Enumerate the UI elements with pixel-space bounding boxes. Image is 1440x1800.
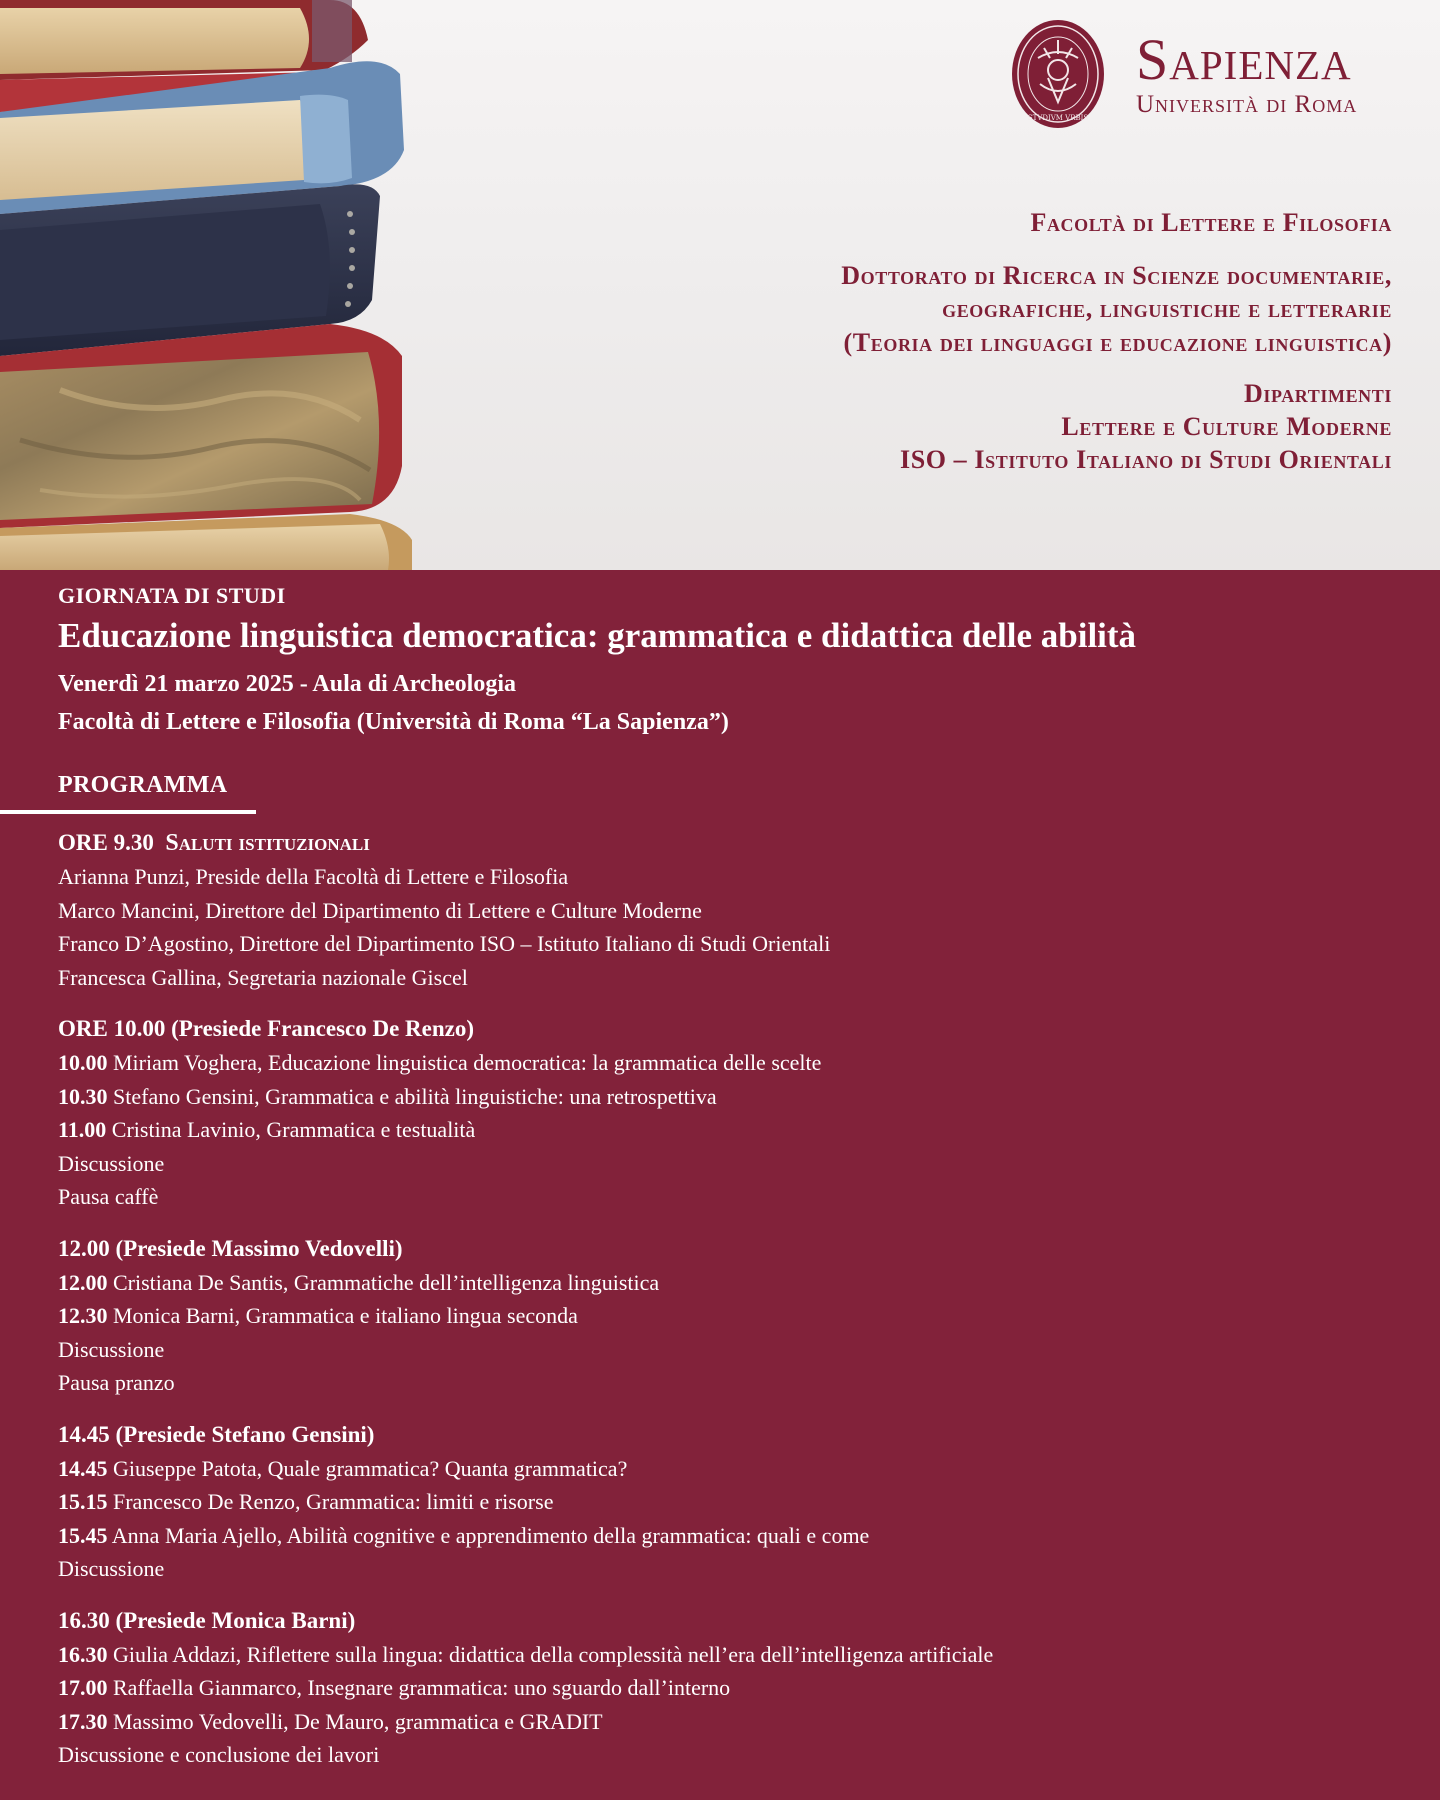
item-text: Anna Maria Ajello, Abilità cognitive e apprendimento della grammatica: quali e come [111,1522,870,1548]
programme-item [58,1080,1398,1114]
poster-header [0,0,1440,570]
item-time: 17.00 [58,1675,108,1700]
item-text: Massimo Vedovelli, De Mauro, grammatica e [113,1708,520,1734]
item-time: 12.30 [58,1303,108,1328]
section-time: ORE 9.30 [58,830,154,855]
department-1: Lettere e Culture Moderne [1061,412,1392,441]
item-text: Discussione e conclusione dei lavori [58,1742,380,1767]
section-heading [58,826,1398,860]
doctorate-line-1: Dottorato di Ricerca in Scienze documentarie, [841,261,1392,290]
brand-name: Sapienza [1136,27,1352,92]
section-time: ORE 10.00 [58,1016,166,1041]
organisers-block [532,206,1392,476]
seal-motto: STVDIVM VRBIS [1027,114,1089,122]
event-date-place: Venerdì 21 marzo 2025 - Aula di Archeologia [58,671,516,697]
section-heading [58,1232,1398,1266]
programme-item [58,1738,1398,1772]
book-stack-illustration [0,0,470,570]
programme-item [58,1519,1398,1553]
item-time: 15.15 [58,1489,108,1514]
item-time: 14.45 [58,1455,108,1481]
item-text: Cristina Lavinio, Grammatica e testualità [111,1117,476,1142]
item-time: 12.00 [58,1269,108,1295]
item-text: Marco Mancini, Direttore del Dipartimento di Lettere e Culture Moderne [58,897,702,923]
programme-item [58,1671,1398,1705]
doctorate-line-3: (Teoria dei linguaggi e educazione linguistica) [843,328,1392,357]
programme-item [58,1366,1398,1400]
programme-section [58,1012,1398,1214]
event-eyebrow: GIORNATA DI STUDI [58,583,286,608]
item-text: Discussione [58,1150,165,1176]
section-title: (Presiede Francesco De Renzo) [171,1016,475,1041]
event-info [58,580,1398,741]
programme-item [58,1299,1398,1333]
programme-item [58,1046,1398,1080]
programme-item [58,1452,1398,1486]
item-text: Cristiana De Santis, Grammatiche dell’intelligenza linguistica [113,1269,660,1295]
programme-item [58,1638,1398,1672]
section-time: 14.45 [58,1421,110,1447]
item-text: Francesco De Renzo, Grammatica: limiti e risorse [113,1489,554,1514]
section-heading [58,1012,1398,1046]
brand-subtitle: Università di Roma [1136,91,1358,118]
programme-label: PROGRAMMA [58,772,228,798]
faculty-name: Facoltà di Lettere e Filosofia [1030,208,1392,237]
programme-item [58,1147,1398,1181]
programme-section [58,1418,1398,1586]
section-time: 16.30 [58,1607,110,1633]
programme-section [58,1604,1398,1772]
programme-item [58,1266,1398,1300]
programme-sections [58,826,1398,1790]
section-title: Saluti istituzionali [165,830,370,856]
programme-section [58,1232,1398,1400]
programme-item [58,961,1398,995]
section-title: (Presiede Stefano Gensini) [115,1421,375,1447]
item-text: Franco D’Agostino, Direttore del Dipartimento ISO – Istituto Italiano di Studi Orientali [58,931,831,956]
item-text: Pausa pranzo [58,1370,175,1395]
university-wordmark [1136,28,1357,118]
programme-item [58,1552,1398,1586]
item-text: Giulia Addazi, Riflettere sulla lingua: didattica della complessità nell’era dell’intelligenza artificiale [113,1641,994,1667]
item-text: Miriam Voghera, Educazione linguistica democratica: la grammatica delle scelte [113,1050,822,1075]
departments-label: Dipartimenti [1243,379,1392,408]
item-text: Arianna Punzi, Preside della Facoltà di Lettere e Filosofia [58,864,569,889]
item-time: 10.00 [58,1050,108,1075]
item-text: Giuseppe Patota, Quale grammatica? Quanta grammatica? [113,1455,628,1481]
event-venue: Facoltà di Lettere e Filosofia (Università di Roma “La Sapienza”) [58,709,729,735]
doctorate-line-2: geografiche, linguistiche e letterarie [942,294,1392,323]
item-text: Monica Barni, Grammatica e italiano lingua seconda [113,1303,578,1328]
programme-underline [0,810,256,814]
programme-item [58,1485,1398,1519]
item-text: Discussione [58,1336,165,1362]
item-text: Raffaella Gianmarco, Insegnare grammatica: uno sguardo dall’interno [113,1675,731,1700]
department-2: ISO – Istituto Italiano di Studi Orientali [899,445,1392,474]
item-text: Stefano Gensini, Grammatica e abilità linguistiche: una retrospettiva [113,1083,717,1109]
item-time: 10.30 [58,1083,108,1109]
item-time: 15.45 [58,1522,108,1548]
section-title: (Presiede Massimo Vedovelli) [115,1235,403,1261]
university-seal-icon [1010,18,1106,130]
section-heading [58,1418,1398,1452]
section-time: 12.00 [58,1235,110,1261]
programme-section [58,826,1398,994]
item-time: 17.30 [58,1708,108,1734]
programme-item [58,1705,1398,1739]
item-time: 11.00 [58,1117,107,1142]
programme-item [58,927,1398,961]
programme-item [58,1113,1398,1147]
item-acronym: GRADIT [519,1708,603,1734]
programme-heading [0,768,260,818]
item-text: Francesca Gallina, Segretaria nazionale Giscel [58,964,468,990]
section-title: (Presiede Monica Barni) [115,1607,356,1633]
item-text: Pausa caffè [58,1184,159,1209]
event-title: Educazione linguistica democratica: grammatica e didattica delle abilità [58,616,1137,655]
programme-item [58,860,1398,894]
programme-item [58,894,1398,928]
programme-item [58,1180,1398,1214]
item-text: Discussione [58,1556,165,1581]
item-time: 16.30 [58,1641,108,1667]
section-heading [58,1604,1398,1638]
programme-item [58,1333,1398,1367]
